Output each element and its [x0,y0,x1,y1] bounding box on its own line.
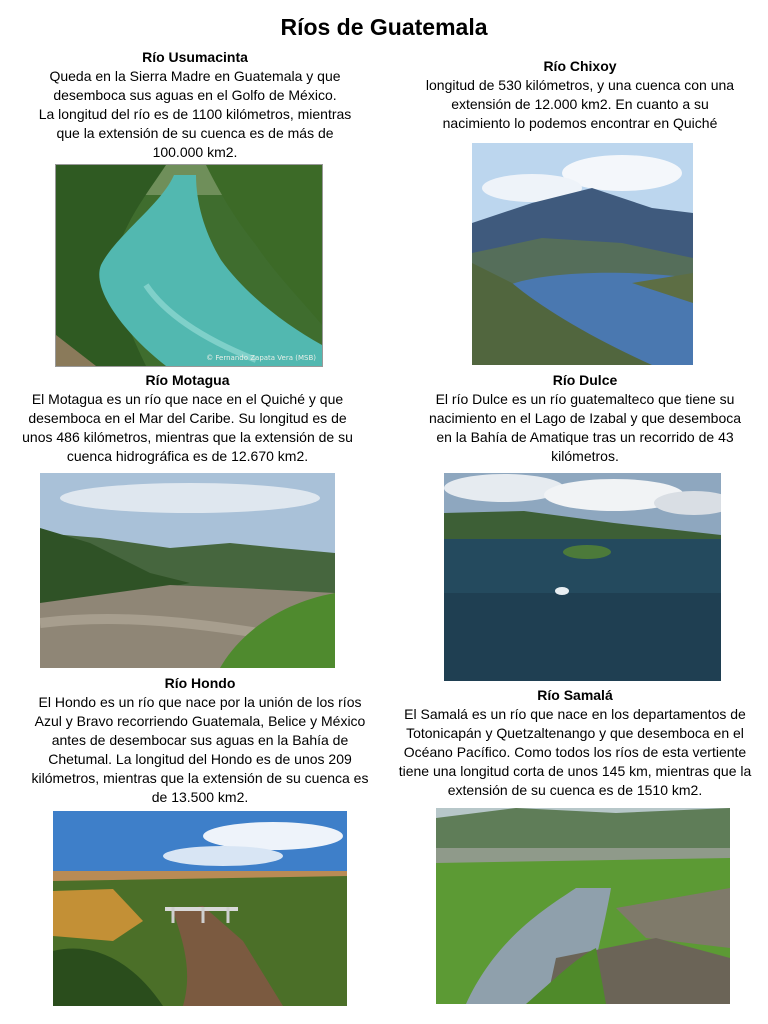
lake-mountain-image [472,143,693,365]
section-dulce [400,371,768,466]
river-line: Azul y Bravo recorriendo Guatemala, Belice y México [34,713,366,729]
page-title: Ríos de Guatemala [280,14,488,40]
river-bridge-image [53,811,347,1006]
river-name: Río Dulce [552,372,618,388]
river-line: Queda en la Sierra Madre en Guatemala y que [49,68,341,84]
river-canyon-image [56,165,322,366]
motagua-photo [40,473,335,668]
river-line: El río Dulce es un río guatemalteco que tiene su [435,391,735,407]
river-line: Océano Pacífico. Como todos los ríos de esta vertiente [403,744,747,760]
river-line: antes de desembocar sus aguas en la Bahía de [51,732,349,748]
river-name: Río Usumacinta [142,49,248,65]
section-motagua [10,371,365,466]
river-line: La longitud del río es de 1100 kilómetros, mientras [38,106,352,122]
river-line: desemboca sus aguas en el Golfo de México. [53,87,337,103]
river-name: Río Hondo [164,675,236,691]
river-line: nacimiento lo podemos encontrar en Quiché [442,115,718,131]
river-name: Río Motagua [145,372,230,388]
section-samala [390,686,760,800]
river-line: longitud de 530 kilómetros, y una cuenca con una [425,77,735,93]
river-line: tiene una longitud corta de unos 145 km, mientras que la [398,763,752,779]
river-line: de 13.500 km2. [151,789,249,805]
river-town-image [436,808,730,1004]
river-line: cuenca hidrográfica es de 12.670 km2. [66,448,309,464]
river-line: 100.000 km2. [152,144,238,160]
section-chixoy [395,57,765,133]
river-line: extensión de 12.000 km2. En cuanto a su [451,96,709,112]
samala-photo [436,808,730,1004]
river-line: en la Bahía de Amatique tras un recorrido de 43 [436,429,734,445]
river-line: unos 486 kilómetros, mientras que la extensión de su [22,429,353,445]
river-name: Río Samalá [537,687,613,703]
section-usumacinta [10,48,380,162]
river-line: El Samalá es un río que nace en los departamentos de [404,706,746,722]
river-line: kilómetros, mientras que la extensión de su cuenca es [31,770,369,786]
chixoy-photo [472,143,693,365]
river-line: kilómetros. [551,448,619,464]
river-line: El Motagua es un río que nace en el Quiché y que [31,391,344,407]
river-line: nacimiento en el Lago de Izabal y que desemboca [428,410,742,426]
river-line: El Hondo es un río que nace por la unión de los ríos [38,694,362,710]
river-line: que la extensión de su cuenca es de más de [56,125,334,141]
river-valley-image [40,473,335,668]
river-line: desemboca en el Mar del Caribe. Su longitud es de [28,410,347,426]
lake-island-image [444,473,721,681]
hondo-photo [53,811,347,1006]
river-line: Totonicapán y Quetzaltenango y que desemboca en el [406,725,744,741]
dulce-photo [444,473,721,681]
usumacinta-photo [55,164,323,367]
river-line: extensión de su cuenca es de 1510 km2. [447,782,703,798]
river-name: Río Chixoy [543,58,617,74]
photo-credit: © Fernando Zapata Vera (MSB) [206,354,316,362]
section-hondo [15,674,385,807]
river-line: Chetumal. La longitud del Hondo es de unos 209 [48,751,352,767]
